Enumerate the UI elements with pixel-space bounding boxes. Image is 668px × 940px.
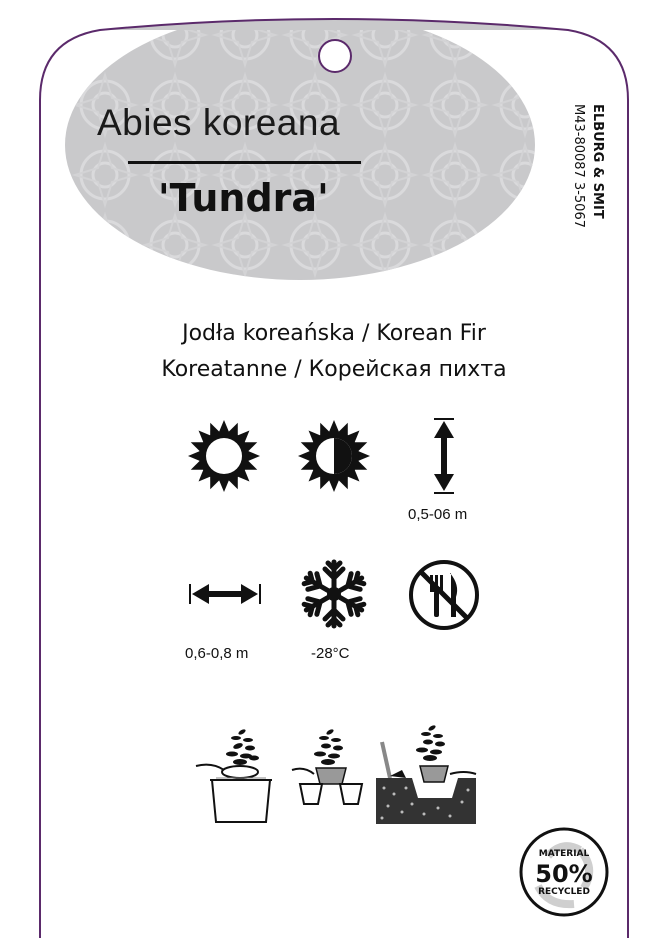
remove-pot-icon xyxy=(290,722,370,812)
badge-line1: MATERIAL xyxy=(538,849,590,859)
badge-line2: 50% xyxy=(535,860,593,888)
brand-name: ELBURG & SMIT xyxy=(590,104,605,219)
full-sun-icon xyxy=(186,418,262,494)
title-divider xyxy=(128,161,361,164)
brand-code: M43-80087 3-5067 xyxy=(571,104,586,228)
common-names-line2: Koreatanne / Корейская пихта xyxy=(161,357,507,382)
width-arrow-icon xyxy=(187,580,263,608)
water-pot-icon xyxy=(192,722,278,826)
plant-in-soil-icon xyxy=(372,718,478,826)
recycled-material-badge xyxy=(518,826,610,918)
badge-line3: RECYCLED xyxy=(538,887,590,897)
snowflake-icon xyxy=(298,558,370,630)
width-label: 0,6-0,8 m xyxy=(185,645,249,662)
hardiness-label: -28°C xyxy=(311,645,350,662)
height-arrow-icon xyxy=(430,416,458,496)
hang-hole xyxy=(319,40,351,72)
partial-shade-icon xyxy=(296,418,372,494)
height-label: 0,5-06 m xyxy=(408,506,468,523)
not-edible-icon xyxy=(407,558,481,632)
cultivar-name: 'Tundra' xyxy=(158,176,329,220)
common-names-line1: Jodła koreańska / Korean Fir xyxy=(182,321,486,346)
brand-block xyxy=(558,100,608,260)
latin-name: Abies koreana xyxy=(97,102,341,143)
